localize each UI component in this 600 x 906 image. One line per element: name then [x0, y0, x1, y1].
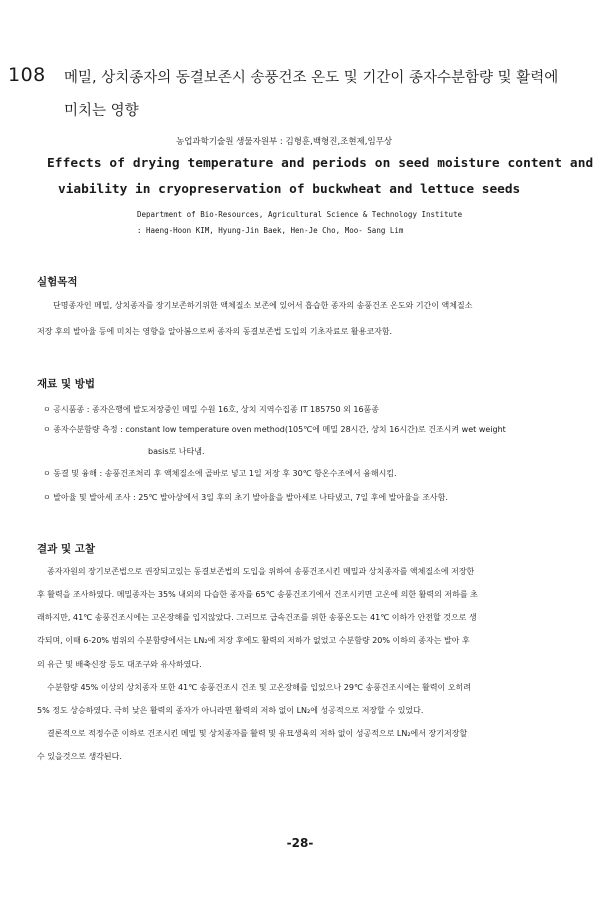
results-line-4: 각되며, 이때 6-20% 범위의 수분함량에서는 LN₂에 저장 후에도 활력의 저하가 없었고 수분함량 20% 이하의 종자는 발아 후: [37, 636, 470, 645]
methods-heading: 재료 및 방법: [37, 378, 96, 390]
results-line-9: 수 있을것으로 생각된다.: [37, 752, 122, 761]
methods-item-4: ㅇ 발아율 및 발아세 조사 : 25℃ 발아상에서 3일 후의 초기 발아율을 발아세로 나타냈고, 7일 후에 발아율을 조사함.: [43, 493, 448, 502]
english-authors-line: : Haeng-Hoon KIM, Hyung-Jin Baek, Hen-Je Cho, Moo- Sang Lim: [137, 226, 404, 235]
english-affiliation-line-1: Department of Bio-Resources, Agricultural Science & Technology Institute: [137, 210, 463, 219]
results-line-3: 래하지만, 41℃ 송풍건조시에는 고온장해를 입지않았다. 그러므로 급속건조를 위한 송풍온도는 41℃ 이하가 안전할 것으로 생: [37, 613, 477, 622]
results-line-5: 의 유근 및 배축신장 등도 대조구와 유사하였다.: [37, 660, 202, 669]
korean-title-line-2: 미치는 영향: [64, 103, 139, 119]
methods-item-1: ㅇ 공시품종 : 종자은행에 발도저장중인 메밀 수원 16호, 상치 지역수집종 IT 185750 외 16품종: [43, 405, 380, 414]
korean-affiliation: 농업과학기술원 생물자원부 : 김형훈,백형진,조현제,임무상: [176, 137, 393, 147]
methods-item-3: ㅇ 동결 및 융해 : 송풍건조처리 후 액체질소에 골바로 넣고 1일 저장 후 30℃ 항온수조에서 융해시킴.: [43, 469, 397, 478]
purpose-heading: 실험목적: [37, 276, 78, 288]
results-line-1: 종자자원의 장기보존법으로 권장되고있는 동결보존법의 도입을 위하여 송풍건조시킨 메밀과 상치종자를 액체질소에 저장한: [47, 567, 475, 576]
english-title-line-2: viability in cryopreservation of buckwheat and lettuce seeds: [58, 182, 521, 197]
results-heading: 결과 및 고찰: [37, 543, 96, 555]
korean-title-line-1: 메밀, 상치종자의 동결보존시 송풍건조 온도 및 기간이 종자수분함량 및 활력에: [64, 70, 559, 86]
results-line-6: 수분함량 45% 이상의 상치종자 또한 41℃ 송풍건조시 건조 및 고온장해를 입었으나 29℃ 송풍건조시에는 활력이 오히려: [47, 683, 472, 692]
english-title-line-1: Effects of drying temperature and periods on seed moisture content and: [47, 156, 594, 171]
page-number: -28-: [286, 836, 314, 850]
results-line-7: 5% 정도 상승하였다. 극히 낮은 활력의 종자가 아니라면 활력의 저하 없이 LN₂에 성공적으로 저장할 수 있었다.: [37, 706, 424, 715]
results-line-2: 후 활력을 조사하였다. 메밀종자는 35% 내외의 다습한 종자를 65℃ 송풍건조기에서 건조시키면 고온에 의한 활력의 저하를 초: [37, 590, 478, 599]
paper-number: 108: [8, 64, 46, 86]
purpose-line-2: 저장 후의 발아율 등에 미치는 영향을 알아봄으로써 종자의 동결보존법 도입의 기초자료로 활용코자함.: [37, 327, 393, 336]
results-line-8: 결론적으로 적정수준 이하로 건조시킨 메밀 및 상치종자를 활력 및 유묘생육의 저하 없이 성공적으로 LN₂에서 장기저장할: [47, 729, 468, 738]
methods-item-2-cont: basis로 나타냄.: [148, 447, 205, 456]
methods-item-2: ㅇ 종자수분함량 측정 : constant low temperature oven method(105℃에 메밀 28시간, 상치 16시간)로 건조시켜 wet weight: [43, 425, 506, 434]
purpose-line-1: 단명종자인 메밀, 상치종자를 장기보존하기위한 액체질소 보존에 있어서 흡습한 종자의 송풍건조 온도와 기간이 액체질소: [53, 301, 473, 310]
